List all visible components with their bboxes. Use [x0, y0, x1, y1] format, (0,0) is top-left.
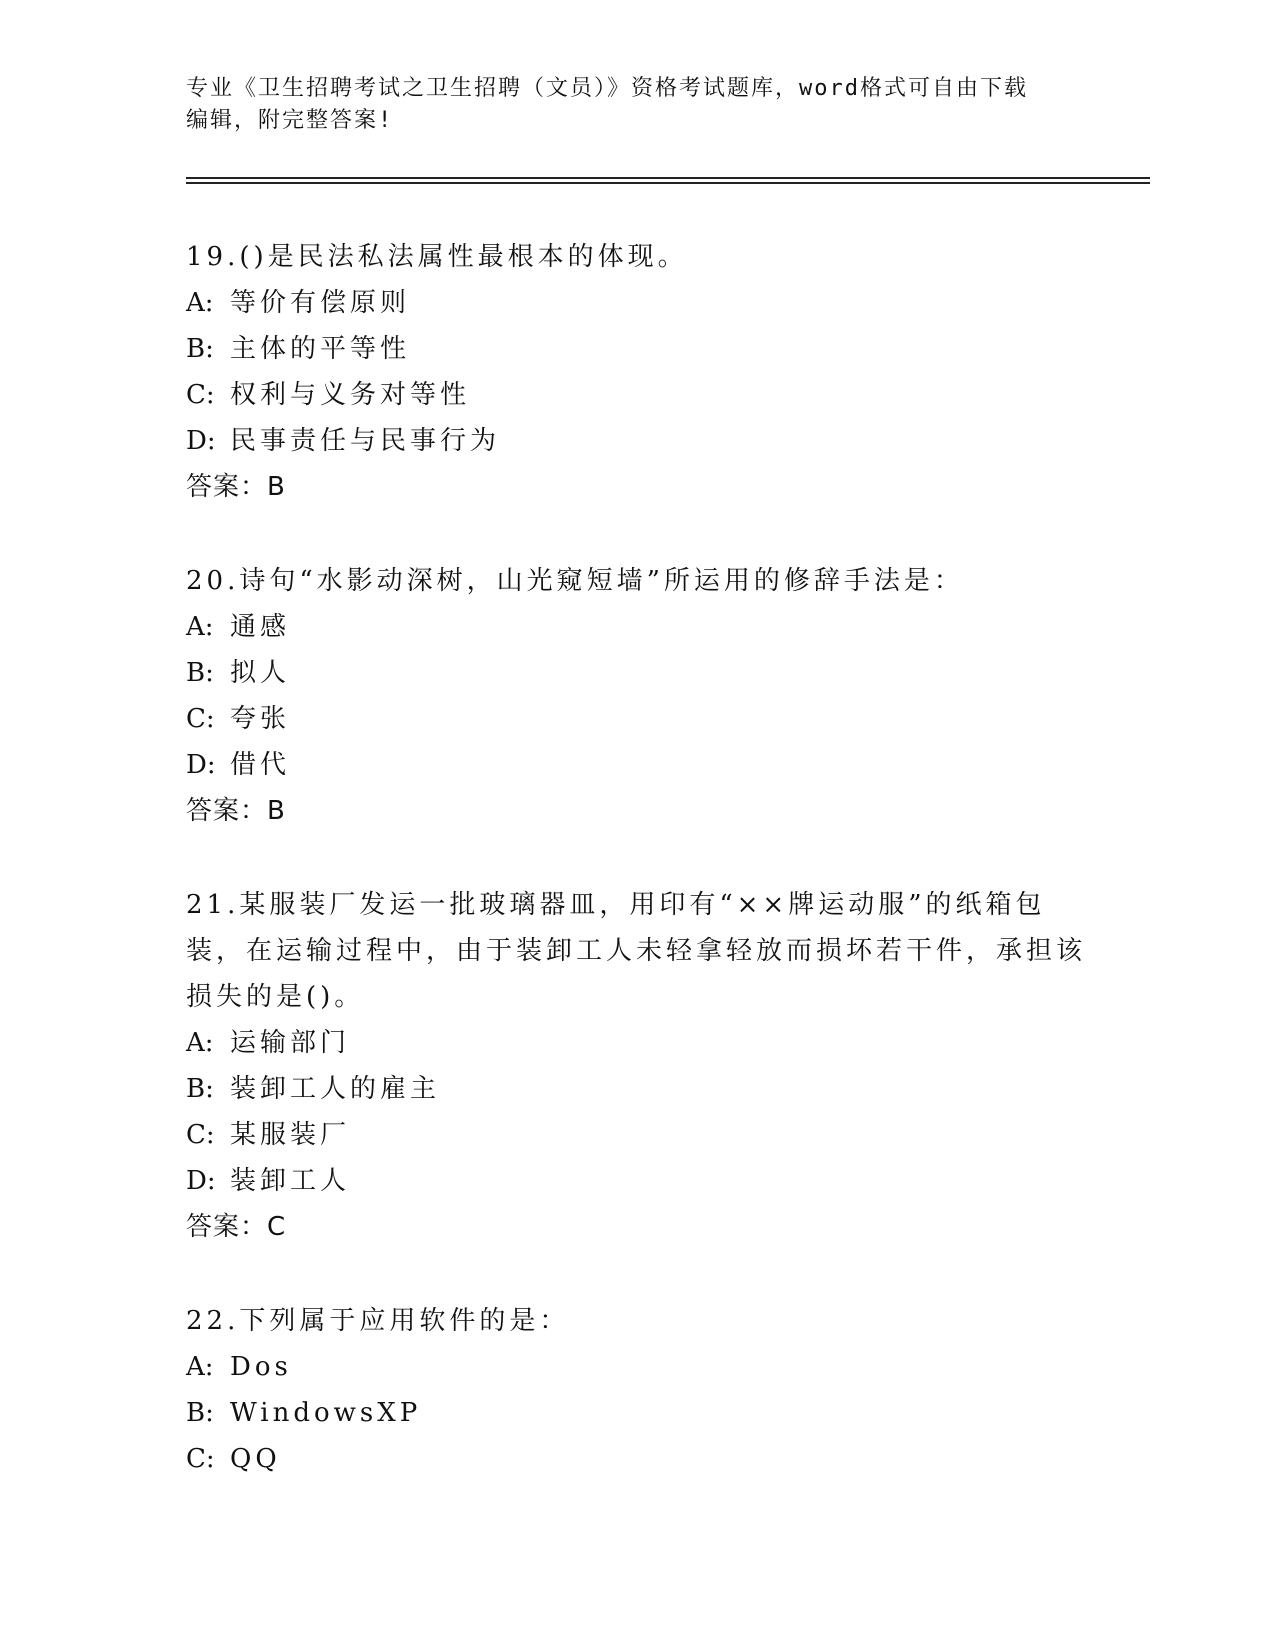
answer-line: 答案：C	[186, 1212, 287, 1242]
question-text: 19.()是民法私法属性最根本的体现。	[186, 242, 688, 272]
option-text: WindowsXP	[230, 1398, 422, 1428]
option-text: 夸张	[230, 704, 291, 734]
option-text: 装卸工人	[230, 1166, 351, 1196]
option-d	[186, 418, 1086, 464]
header-line-1: 专业《卫生招聘考试之卫生招聘（文员）》资格考试题库，word格式可自由下载	[186, 76, 1028, 101]
option-text: 等价有偿原则	[230, 288, 411, 318]
option-b	[186, 650, 1086, 696]
question-text: 21.某服装厂发运一批玻璃器皿，用印有“××牌运动服”的纸箱包装，在运输过程中，由于装卸工人未轻拿轻放而损坏若干件，承担该损失的是()。	[186, 890, 1087, 1012]
option-letter: A:	[186, 288, 214, 318]
option-c	[186, 1112, 1086, 1158]
document-header	[186, 73, 1086, 137]
option-letter: A:	[186, 1352, 214, 1382]
option-letter: B:	[186, 334, 214, 364]
option-text: 拟人	[230, 658, 291, 688]
option-letter: D:	[186, 750, 216, 780]
option-a	[186, 1020, 1086, 1066]
option-a	[186, 280, 1086, 326]
option-text: 某服装厂	[230, 1120, 351, 1150]
option-text: 装卸工人的雇主	[230, 1074, 441, 1104]
option-c	[186, 696, 1086, 742]
header-line-2: 编辑，附完整答案!	[186, 108, 394, 133]
option-b	[186, 1390, 1086, 1436]
header-divider-bottom	[186, 182, 1150, 184]
option-d	[186, 1158, 1086, 1204]
question-text: 20.诗句“水影动深树，山光窥短墙”所运用的修辞手法是：	[186, 566, 964, 596]
option-letter: C:	[186, 1444, 215, 1474]
option-text: QQ	[230, 1444, 281, 1474]
option-a	[186, 604, 1086, 650]
question-20	[186, 558, 1086, 834]
option-text: 主体的平等性	[230, 334, 411, 364]
option-b	[186, 326, 1086, 372]
option-a	[186, 1344, 1086, 1390]
option-text: 权利与义务对等性	[230, 380, 471, 410]
option-d	[186, 742, 1086, 788]
question-list	[186, 234, 1086, 1530]
option-letter: C:	[186, 380, 215, 410]
option-letter: D:	[186, 1166, 216, 1196]
option-text: 运输部门	[230, 1028, 351, 1058]
answer-line: 答案：B	[186, 472, 286, 502]
question-21	[186, 882, 1086, 1250]
option-letter: C:	[186, 704, 215, 734]
question-text: 22.下列属于应用软件的是：	[186, 1306, 570, 1336]
option-letter: A:	[186, 1028, 214, 1058]
option-c	[186, 1436, 1086, 1482]
question-22	[186, 1298, 1086, 1482]
option-letter: B:	[186, 658, 214, 688]
question-19	[186, 234, 1086, 510]
option-text: 民事责任与民事行为	[230, 426, 501, 456]
option-c	[186, 372, 1086, 418]
option-b	[186, 1066, 1086, 1112]
option-letter: D:	[186, 426, 216, 456]
option-letter: B:	[186, 1074, 214, 1104]
option-letter: B:	[186, 1398, 214, 1428]
option-text: Dos	[230, 1352, 292, 1382]
answer-line: 答案：B	[186, 796, 286, 826]
option-letter: C:	[186, 1120, 215, 1150]
option-text: 借代	[230, 750, 291, 780]
option-text: 通感	[230, 612, 291, 642]
option-letter: A:	[186, 612, 214, 642]
header-divider-top	[186, 177, 1150, 179]
